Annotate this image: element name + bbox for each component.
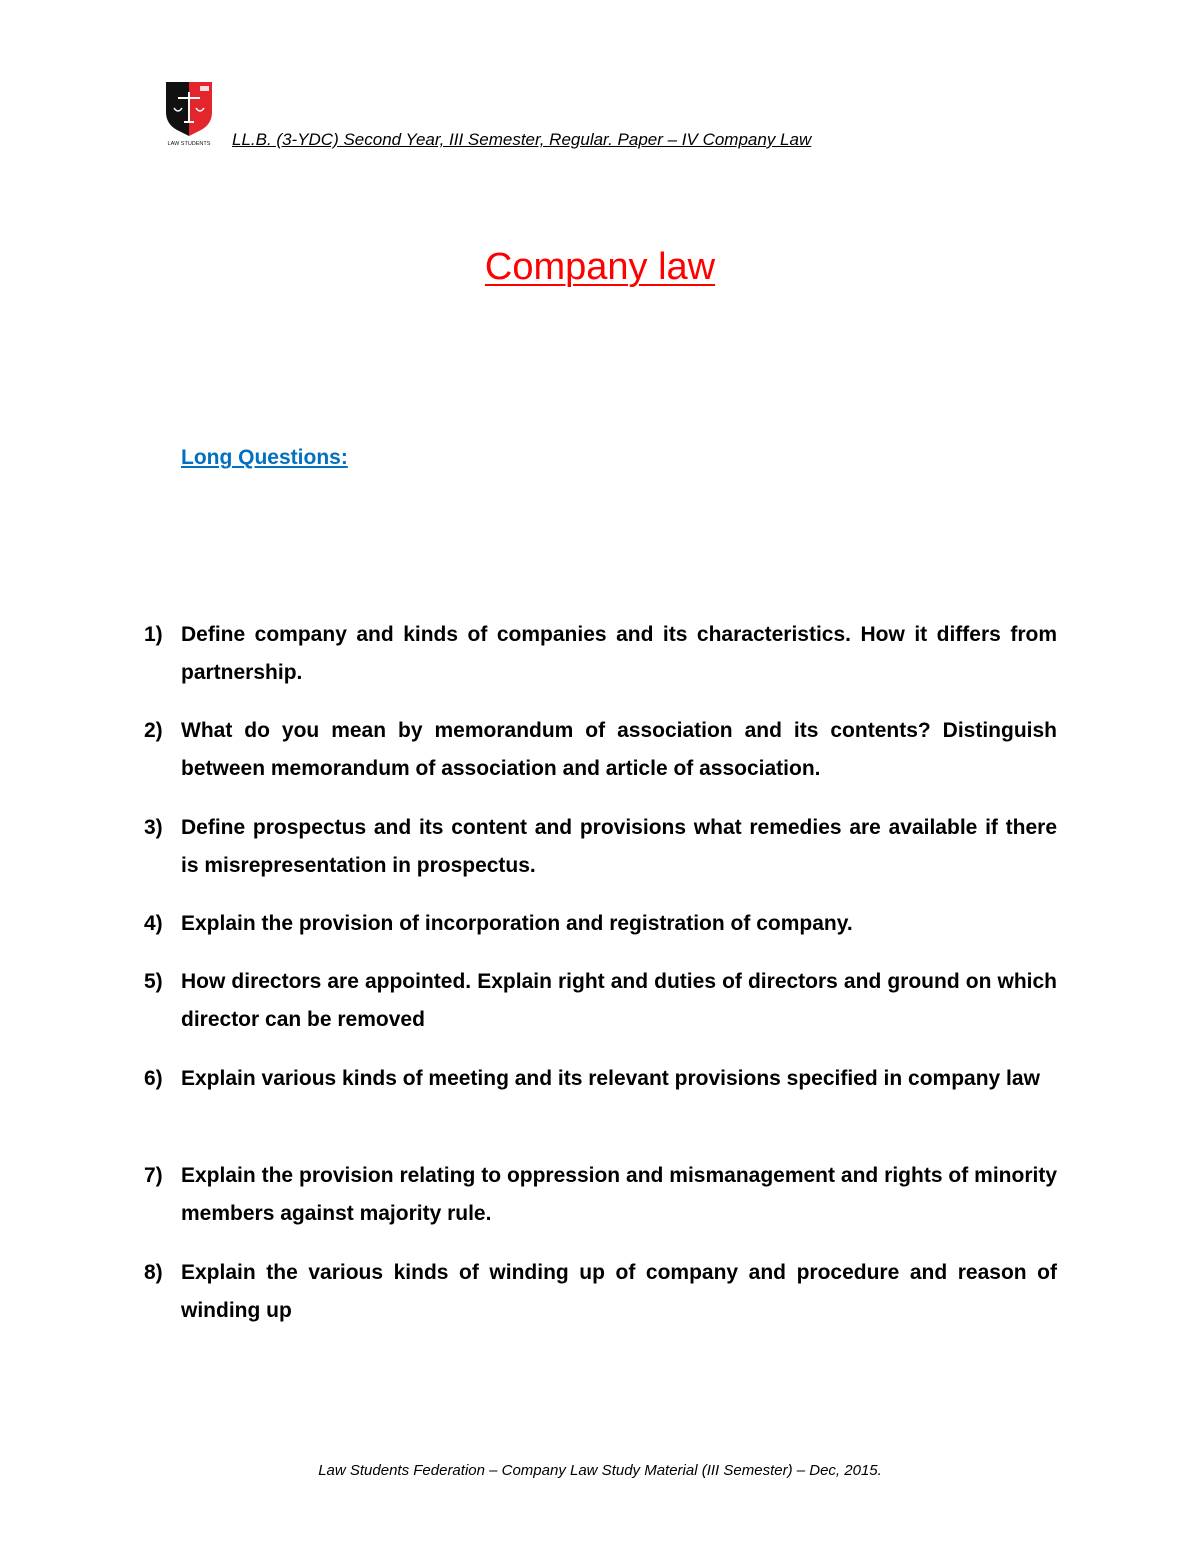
course-header: LL.B. (3-YDC) Second Year, III Semester, Regular. Paper – IV Company Law	[232, 130, 812, 149]
question-number: 1)	[144, 623, 163, 646]
law-students-logo	[162, 78, 216, 150]
question-text: Define company and kinds of companies and its characteristics. How it differs from partnership.	[181, 623, 1057, 684]
question-text: Explain the various kinds of winding up of company and procedure and reason of winding up	[181, 1261, 1057, 1322]
page-footer: Law Students Federation – Company Law Study Material (III Semester) – Dec, 2015.	[318, 1462, 882, 1479]
question-text: Explain the provision relating to oppression and mismanagement and rights of minority members against majority rule.	[181, 1164, 1057, 1225]
question-number: 3)	[144, 816, 163, 839]
svg-text:LAW STUDENTS: LAW STUDENTS	[167, 141, 211, 147]
question-number: 4)	[144, 912, 163, 935]
question-text: How directors are appointed. Explain right and duties of directors and ground on which director can be removed	[181, 970, 1057, 1031]
shield-logo-icon	[162, 78, 216, 150]
question-number: 8)	[144, 1261, 163, 1284]
section-heading-long-questions: Long Questions:	[181, 446, 348, 469]
question-text: Define prospectus and its content and provisions what remedies are available if there is misrepresentation in prospectus.	[181, 816, 1057, 877]
question-number: 2)	[144, 719, 163, 742]
question-text: What do you mean by memorandum of association and its contents? Distinguish between memorandum of association and article of association.	[181, 719, 1057, 780]
page-title: Company law	[484, 246, 716, 288]
question-number: 6)	[144, 1067, 163, 1090]
question-number: 7)	[144, 1164, 163, 1187]
question-text: Explain the provision of incorporation and registration of company.	[181, 912, 853, 935]
question-text: Explain various kinds of meeting and its relevant provisions specified in company law	[181, 1067, 1040, 1090]
question-number: 5)	[144, 970, 163, 993]
